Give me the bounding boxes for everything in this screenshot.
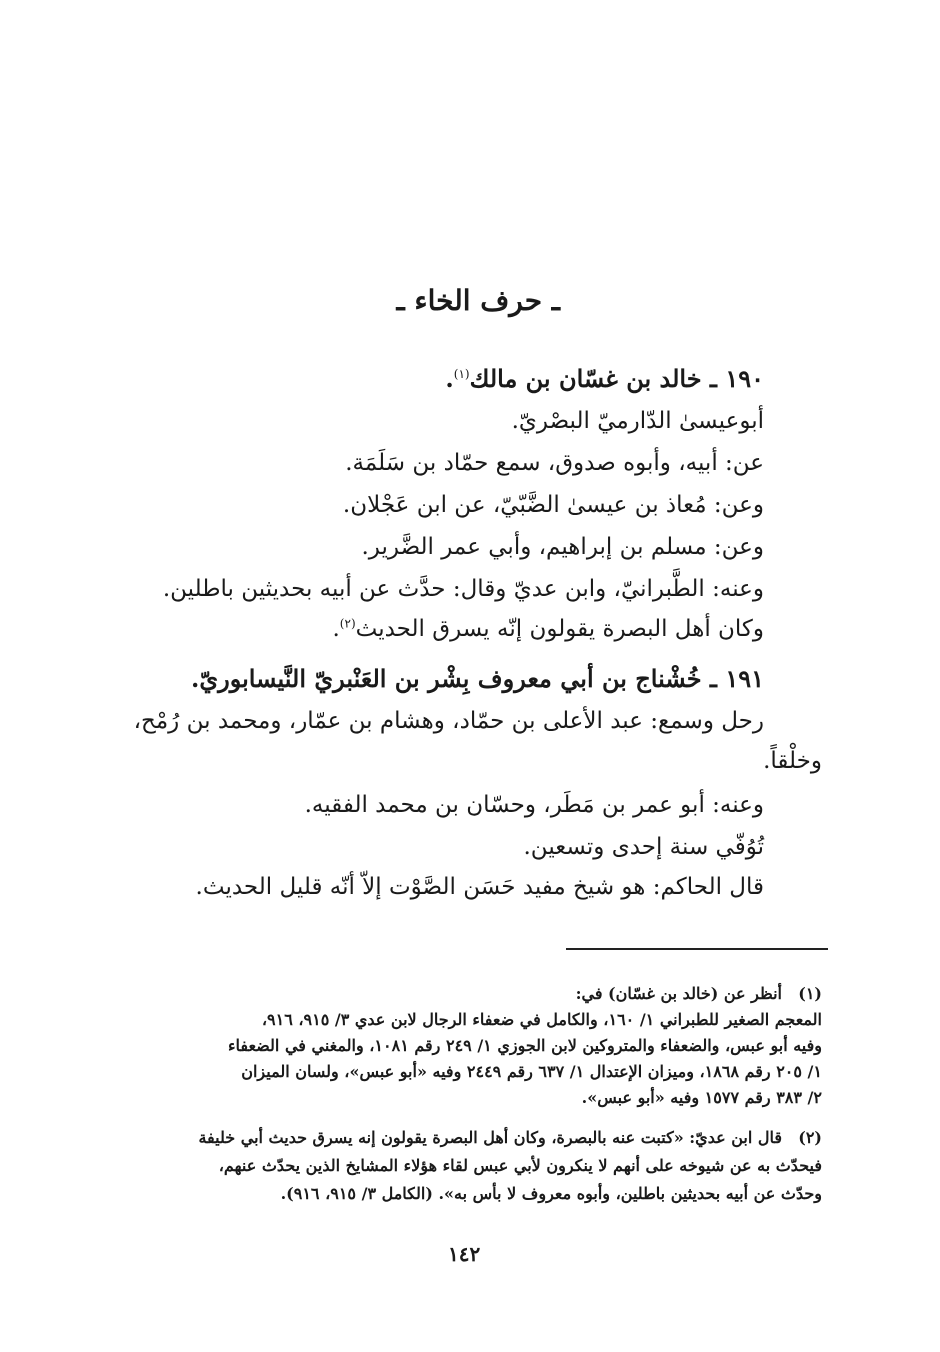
footnote-line: المعجم الصغير للطبراني ١/ ١٦٠، والكامل في ضعفاء الرجال لابن عدي ٣/ ٩١٥، ٩١٦، [261,1010,822,1029]
chapter-title: ـ حرف الخاء ـ [396,284,560,317]
entry-heading-end: . [445,364,454,393]
entry-line: تُوُفّي سنة إحدى وتسعين. [523,834,764,860]
page-number: ١٤٢ [448,1242,481,1266]
footnote-ref-1: (١) [453,367,470,381]
entry-line: وعنه: أبو عمر بن مَطَر، وحسّان بن محمد الفقيه. [304,792,764,818]
entry-line: وعن: مسلم بن إبراهيم، وأبي عمر الضَّرير. [361,534,764,560]
entry-line: قال الحاكم: هو شيخ مفيد حَسَن الصَّوْت إلاّ أنّه قليل الحديث. [195,874,764,900]
footnote-line: ٢/ ٣٨٣ رقم ١٥٧٧ وفيه «أبو عبس». [581,1088,822,1107]
entry-heading-190 [445,364,764,393]
entry-line-last [332,616,764,642]
entry-line: وخلْقاً. [763,748,822,774]
entry-line: رحل وسمع: عبد الأعلى بن حمّاد، وهشام بن عمّار، ومحمد بن رُمْح، [133,708,764,734]
footnote-number: (٢) [798,1128,822,1147]
entry-heading-text: ١٩٠ ـ خالد بن غسّان بن مالك [469,364,764,393]
footnote-line: قال ابن عديّ: «كتبت عنه بالبصرة، وكان أهل البصرة يقولون إنه يسرق حديث أبي خليفة [198,1128,782,1147]
entry-line: عن: أبيه، وأبوه صدوق، سمع حمّاد بن سَلَمَة. [345,450,764,476]
footnote-line: فيحدّث به عن شيوخه على أنهم لا ينكرون لأبي عبس لقاء هؤلاء المشايخ الذين يحدّث عنهم، [218,1156,822,1175]
entry-line-end: . [332,616,340,642]
footnote-line: ١/ ٢٠٥ رقم ١٨٦٨، وميزان الإعتدال ١/ ٦٣٧ رقم ٢٤٤٩ وفيه «أبو عبس»، ولسان الميزان [241,1062,822,1081]
footnote-line: وفيه أبو عبس، والضعفاء والمتروكين لابن الجوزي ١/ ٢٤٩ رقم ١٠٨١، والمغني في الضعفاء [227,1036,822,1055]
footnote-line: وحدّث عن أبيه بحديثين باطلين، وأبوه معروف لا بأس به». (الكامل ٣/ ٩١٥، ٩١٦). [280,1184,822,1203]
entry-heading-191: ١٩١ ـ خُشْناج بن أبي معروف بِشْر بن العَنْبريّ النَّيسابوريّ. [191,664,764,693]
footnote-number: (١) [798,984,822,1003]
footnote-line: أنظر عن (خالد بن غسّان) في: [575,984,782,1003]
entry-line-text: وكان أهل البصرة يقولون إنّه يسرق الحديث [355,616,764,642]
entry-line: وعنه: الطَّبرانيّ، وابن عديّ وقال: حدَّث عن أبيه بحديثين باطلين. [162,576,764,602]
footnote-ref-2: (٢) [339,616,356,631]
entry-line: وعن: مُعاذ بن عيسىٰ الضَّبّيّ، عن ابن عَجْلان. [342,492,764,518]
footnote-separator [566,948,828,950]
entry-line: أبوعيسىٰ الدّارميّ البصْريّ. [511,408,764,434]
